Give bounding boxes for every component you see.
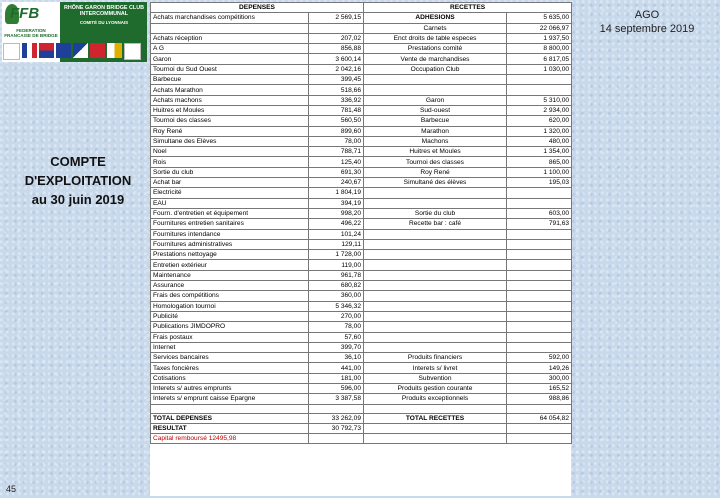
depense-value: 399,45 [309,75,364,85]
depense-value: 399,70 [309,342,364,352]
recette-value: 8 800,00 [507,44,572,54]
ago-title: AGO [634,9,660,21]
recette-label [364,311,507,321]
recette-value [507,85,572,95]
ago-date: 14 septembre 2019 [599,23,695,35]
depense-label: Interets s/ autres emprunts [151,383,309,393]
recette-value: 22 066,97 [507,23,572,33]
recette-value: 195,03 [507,178,572,188]
depense-value: 129,11 [309,239,364,249]
depense-label: Services bancaires [151,353,309,363]
recette-label: Produits financiers [364,353,507,363]
capital-text: Capital remboursé 12495,98 [151,434,309,444]
depense-label: Achats réception [151,33,309,43]
recette-value [507,188,572,198]
table-row [151,33,572,43]
table-row [151,270,572,280]
recette-label: ADHESIONS [364,13,507,23]
depense-label: Simultane des Elèves [151,136,309,146]
table-row [151,353,572,363]
club-name-block [62,5,146,26]
recette-value: 2 934,00 [507,105,572,115]
depense-value: 560,50 [309,116,364,126]
recette-value: 1 320,00 [507,126,572,136]
depense-value: 496,22 [309,219,364,229]
table-row [151,301,572,311]
table-row [151,229,572,239]
recette-label: Interets s/ livret [364,363,507,373]
recette-label: Produits gestion courante [364,383,507,393]
table-row [151,147,572,157]
table-row [151,85,572,95]
depense-label: Taxes foncières [151,363,309,373]
depenses-header: DEPENSES [151,3,364,13]
resultat-value: 30 792,73 [309,423,364,433]
recette-label: Machons [364,136,507,146]
depense-label: Cotisations [151,373,309,383]
table-row [151,311,572,321]
table-row [151,116,572,126]
depense-label: Fourn. d'entretien et équipement [151,208,309,218]
depense-value: 101,24 [309,229,364,239]
recette-label: Prestations comité [364,44,507,54]
depense-value: 1 728,00 [309,250,364,260]
table-row [151,105,572,115]
depense-label: Tournoi des classes [151,116,309,126]
depense-label [151,23,309,33]
depense-value: 181,00 [309,373,364,383]
recette-label: Carnets [364,23,507,33]
flag-icon [73,43,88,58]
recette-label [364,260,507,270]
depense-value: 3 600,14 [309,54,364,64]
table-row [151,373,572,383]
depense-value: 3 387,58 [309,394,364,404]
depense-label: Internet [151,342,309,352]
table-row [151,64,572,74]
recette-value: 791,63 [507,219,572,229]
page-title [8,152,148,209]
table-row [151,157,572,167]
depense-label: Noel [151,147,309,157]
recette-value [507,75,572,85]
recette-label: Barbecue [364,116,507,126]
recette-value: 300,00 [507,373,572,383]
depense-value: 57,60 [309,332,364,342]
table-row [151,95,572,105]
depense-label: Fournitures intendance [151,229,309,239]
recette-value: 5 310,00 [507,95,572,105]
table-row [151,208,572,218]
depense-value: 788,71 [309,147,364,157]
table-row [151,178,572,188]
flag-icon [107,43,122,58]
total-depenses-value: 33 262,09 [309,413,364,423]
depense-label: Publicité [151,311,309,321]
table-row [151,198,572,208]
depense-label: Maintenance [151,270,309,280]
emblem-icon [3,43,20,60]
depense-label: A G [151,44,309,54]
depense-label: Achats Marathon [151,85,309,95]
recette-label [364,75,507,85]
table-row [151,239,572,249]
depense-value: 856,88 [309,44,364,54]
recette-label: Sortie du club [364,208,507,218]
recette-label [364,270,507,280]
table-header-row [151,3,572,13]
capital-row [151,434,572,444]
depense-label: Huitres et Moules [151,105,309,115]
recette-label [364,301,507,311]
depense-label: Publications JIMDOPRO [151,322,309,332]
recette-value: 5 635,00 [507,13,572,23]
table-row [151,219,572,229]
recette-label [364,291,507,301]
club-sub: COMITÉ DU LYONNAIS [79,20,129,25]
recette-value: 6 817,05 [507,54,572,64]
depense-label: Frais des compétitions [151,291,309,301]
recette-label [364,229,507,239]
depense-value: 781,48 [309,105,364,115]
depense-value: 119,00 [309,260,364,270]
depense-value: 441,00 [309,363,364,373]
resultat-label: RESULTAT [151,423,309,433]
recette-value: 865,00 [507,157,572,167]
recette-value [507,332,572,342]
recette-value [507,301,572,311]
table-row [151,44,572,54]
depense-value: 961,78 [309,270,364,280]
depense-value: 240,67 [309,178,364,188]
recette-label [364,332,507,342]
recette-label [364,342,507,352]
depense-value: 518,66 [309,85,364,95]
depense-value: 899,60 [309,126,364,136]
recette-label: Vente de marchandises [364,54,507,64]
recette-label [364,239,507,249]
table-row [151,322,572,332]
recettes-header: RECETTES [364,3,572,13]
depense-label: Achats marchandises compétitions [151,13,309,23]
depense-value: 125,40 [309,157,364,167]
recette-label: Produits exceptionnels [364,394,507,404]
recette-label: Garon [364,95,507,105]
depense-value: 1 804,19 [309,188,364,198]
recette-value [507,229,572,239]
depense-value: 680,82 [309,281,364,291]
totals-row [151,413,572,423]
recette-label [364,188,507,198]
depense-value: 691,30 [309,167,364,177]
accounts-table [150,2,572,444]
recette-label: Occupation Club [364,64,507,74]
recette-label [364,198,507,208]
federation-text: FEDERATION FRANCAISE DE BRIDGE [4,28,58,38]
recette-label: Simultané des élèves [364,178,507,188]
depense-value: 36,10 [309,353,364,363]
title-line3: au 30 juin 2019 [31,192,125,207]
depense-label: Interets s/ emprunt caisse Epargne [151,394,309,404]
table-row [151,260,572,270]
depense-label: Sortie du club [151,167,309,177]
depense-label: Homologation tournoi [151,301,309,311]
depense-value: 5 346,32 [309,301,364,311]
total-depenses-label: TOTAL DEPENSES [151,413,309,423]
depense-label: Assurance [151,281,309,291]
recette-label: Roy René [364,167,507,177]
club-name: RHÔNE GARON BRIDGE CLUB INTERCOMMUNAL [64,5,144,17]
depense-label: Rois [151,157,309,167]
depense-label: Prestations nettoyage [151,250,309,260]
depense-value: 336,92 [309,95,364,105]
flag-icon [22,43,37,58]
recette-value: 1 937,50 [507,33,572,43]
table-row [151,383,572,393]
depense-label: Tournoi du Sud Ouest [151,64,309,74]
table-row [151,23,572,33]
depense-value: 360,00 [309,291,364,301]
depense-value: 596,00 [309,383,364,393]
recette-value: 1 100,00 [507,167,572,177]
recette-value: 988,86 [507,394,572,404]
recette-value: 149,26 [507,363,572,373]
table-row [151,250,572,260]
recette-value [507,239,572,249]
table-row [151,394,572,404]
flag-icon [39,43,54,58]
table-row [151,342,572,352]
table-row [151,188,572,198]
depense-value: 394,19 [309,198,364,208]
recette-value: 620,00 [507,116,572,126]
flag-icon [90,43,105,58]
recette-value [507,322,572,332]
table-row [151,291,572,301]
recette-value: 165,52 [507,383,572,393]
recette-value: 1 030,00 [507,64,572,74]
depense-label: Achats machons [151,95,309,105]
emblem-icon [124,43,141,60]
recette-label [364,281,507,291]
recette-value: 480,00 [507,136,572,146]
depense-label: Roy René [151,126,309,136]
table-row [151,126,572,136]
recette-label: Enct droits de table especes [364,33,507,43]
depense-value: 270,00 [309,311,364,321]
recette-label: Sud-ouest [364,105,507,115]
table-row [151,136,572,146]
recette-label: Huitres et Moules [364,147,507,157]
depense-value [309,23,364,33]
logo-flags-strip [2,41,146,61]
recette-value [507,270,572,280]
recette-label: Tournoi des classes [364,157,507,167]
recette-label: Recette bar : café [364,219,507,229]
recette-value [507,250,572,260]
table-row [151,13,572,23]
recette-label [364,250,507,260]
table-row [151,167,572,177]
depense-label: EAU [151,198,309,208]
recette-value [507,281,572,291]
recette-value [507,260,572,270]
recette-value [507,198,572,208]
recette-label [364,322,507,332]
depense-value: 207,02 [309,33,364,43]
depense-label: Frais postaux [151,332,309,342]
page-number: 45 [6,484,17,494]
depense-label: Fournitures administratives [151,239,309,249]
ffb-mark: FFB [10,5,40,22]
depense-label: Fournitures entretien sanitaires [151,219,309,229]
table-row [151,332,572,342]
title-line1: COMPTE [50,154,106,169]
depense-value: 2 042,16 [309,64,364,74]
resultat-row [151,423,572,433]
table-row [151,363,572,373]
depense-value: 78,00 [309,322,364,332]
total-recettes-label: TOTAL RECETTES [364,413,507,423]
depense-value: 2 569,15 [309,13,364,23]
ago-header [582,8,712,36]
total-recettes-value: 64 054,82 [507,413,572,423]
title-line2: D'EXPLOITATION [24,173,132,188]
recette-label: Marathon [364,126,507,136]
recette-value [507,342,572,352]
recette-value: 1 354,00 [507,147,572,157]
recette-label: Subvention [364,373,507,383]
table-row [151,75,572,85]
depense-label: Garon [151,54,309,64]
flag-icon [56,43,71,58]
spacer-row [151,404,572,413]
depense-value: 78,00 [309,136,364,146]
recette-value: 603,00 [507,208,572,218]
depense-label: Barbecue [151,75,309,85]
recette-value [507,291,572,301]
recette-value [507,311,572,321]
depense-label: Achat bar [151,178,309,188]
depense-value: 998,20 [309,208,364,218]
recette-value: 592,00 [507,353,572,363]
table-row [151,54,572,64]
table-row [151,281,572,291]
accounts-sheet [150,2,571,496]
recette-label [364,85,507,95]
depense-label: Entretien extérieur [151,260,309,270]
depense-label: Electricité [151,188,309,198]
